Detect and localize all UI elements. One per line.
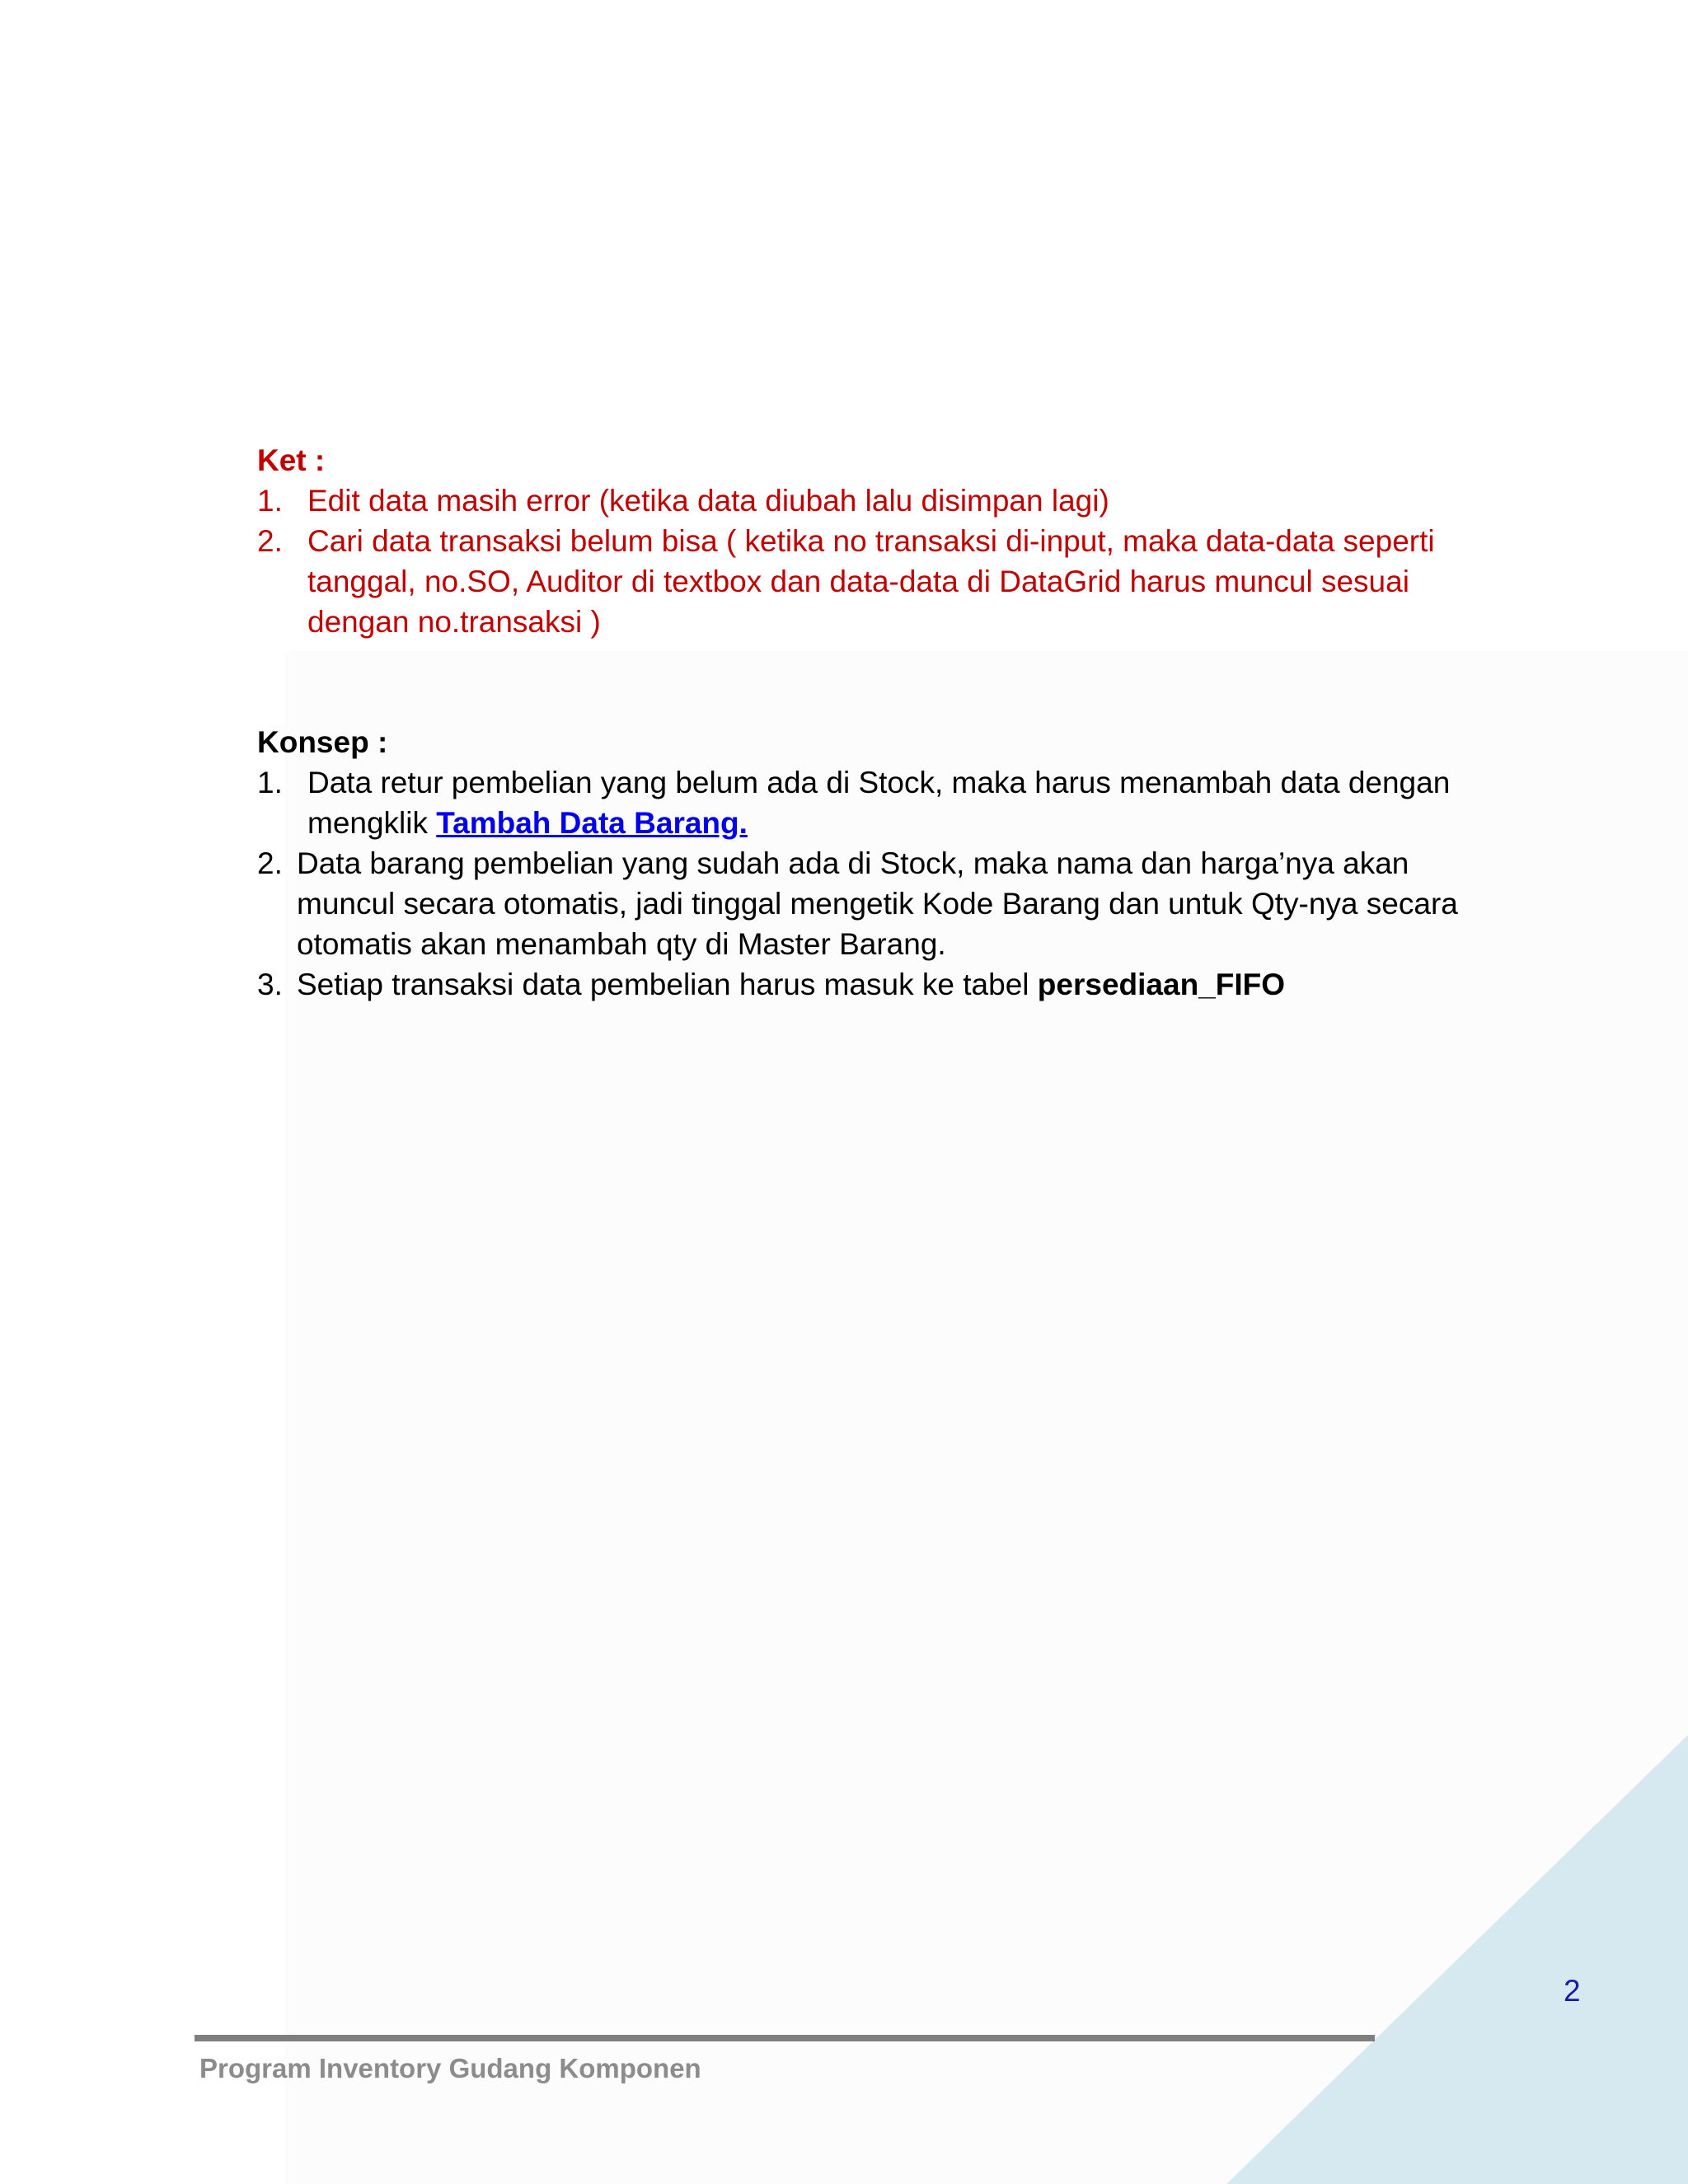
footer-title: Program Inventory Gudang Komponen [199, 2053, 701, 2083]
ket-title: Ket : [257, 443, 326, 477]
konsep-section [257, 722, 1493, 1005]
konsep-item-number: 1. [257, 766, 283, 799]
konsep-item-text: Data barang pembelian yang sudah ada di Stock, maka nama dan harga’nya akan muncul secara otomatis, jadi tinggal mengetik Kode Barang dan untuk Qty-nya secara otomatis akan menambah qty di Master Barang. [297, 846, 1458, 961]
konsep-item-number: 3. [257, 968, 283, 1001]
konsep-item-number: 2. [257, 846, 283, 880]
ket-item-text: Cari data transaksi belum bisa ( ketika no transaksi di-input, maka data-data seperti tanggal, no.SO, Auditor di textbox dan data-data di DataGrid harus muncul sesuai dengan no.transaksi ) [307, 524, 1435, 639]
tambah-data-barang-link[interactable]: Tambah Data Barang. [436, 806, 748, 840]
konsep-item [257, 762, 1493, 843]
ket-item-number: 2. [257, 524, 283, 558]
konsep-item [257, 843, 1493, 964]
konsep-item-text: Data retur pembelian yang belum ada di Stock, maka harus menambah data dengan mengklik [307, 766, 1451, 840]
konsep-item-text: Setiap transaksi data pembelian harus masuk ke tabel [297, 968, 1038, 1001]
konsep-title: Konsep : [257, 725, 388, 759]
document-body [257, 440, 1493, 1005]
konsep-list [257, 762, 1493, 1005]
ket-section [257, 440, 1493, 642]
table-name: persediaan_FIFO [1037, 968, 1286, 1001]
ket-item-text: Edit data masih error (ketika data diubah lalu disimpan lagi) [307, 484, 1109, 518]
footer-divider [195, 2035, 1375, 2041]
konsep-item [257, 964, 1493, 1005]
ket-list [257, 480, 1493, 642]
ket-item [257, 521, 1493, 642]
ket-item-number: 1. [257, 484, 283, 518]
page-number: 2 [1564, 1974, 1581, 2008]
ket-item [257, 480, 1493, 521]
